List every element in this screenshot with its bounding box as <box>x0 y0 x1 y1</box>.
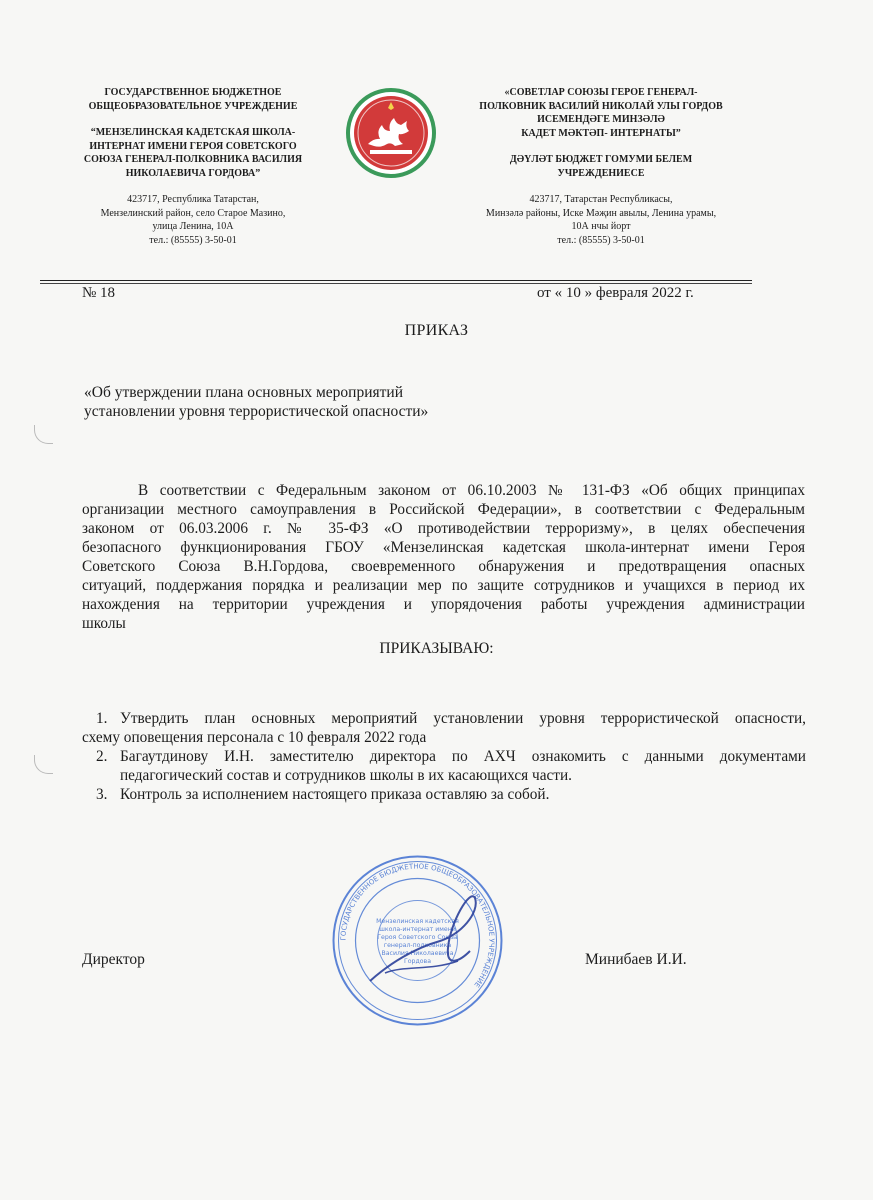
official-stamp <box>330 853 505 1028</box>
header-divider <box>40 280 752 281</box>
list-item <box>82 747 806 785</box>
preamble-line: В соответствии с Федеральным законом от 06.10.2003 № 131-ФЗ «Об общих принципах <box>138 482 805 499</box>
signer-name: Минибаев И.И. <box>585 951 687 968</box>
header-right-line: УЧРЕЖДЕНИЕСЕ <box>557 167 645 179</box>
order-subject-line: «Об утверждении плана основных мероприятий <box>84 384 404 401</box>
list-item-number: 3. <box>96 786 108 803</box>
header-left-address: улица Ленина, 10А <box>152 221 234 232</box>
header-divider-thin <box>40 283 752 284</box>
header-right-line: ДӘҮЛӘТ БЮДЖЕТ ГОМУМИ БЕЛЕМ <box>509 154 693 165</box>
preamble-line: нахождения на территории учреждения и упорядочения работы учреждения администрации <box>82 596 805 613</box>
tatarstan-emblem-icon <box>346 88 436 178</box>
list-item-number: 2. <box>96 748 108 765</box>
preamble-line: организации местного самоуправления в Российской Федерации», в соответствии с Федеральным <box>82 501 805 518</box>
preamble-paragraph <box>82 481 805 633</box>
header-right-line: «СОВЕТЛАР СОЮЗЫ ГЕРОЕ ГЕНЕРАЛ- <box>504 87 698 98</box>
margin-punch-mark <box>34 425 53 444</box>
list-item-text: схему оповещения персонала с 10 февраля 2022 года <box>82 729 427 746</box>
list-item-text: Багаутдинову И.Н. заместителю директора по АХЧ ознакомить с данными документами <box>120 748 806 765</box>
list-item <box>82 785 806 804</box>
list-item-number: 1. <box>96 710 108 727</box>
header-left-line: НИКОЛАЕВИЧА ГОРДОВА” <box>125 167 261 179</box>
header-left-line: ГОСУДАРСТВЕННОЕ БЮДЖЕТНОЕ <box>104 87 282 98</box>
svg-text:школа-интернат имени: школа-интернат имени <box>379 926 456 933</box>
order-subject-line: установлении уровня террористической опасности» <box>84 403 429 420</box>
header-right-address: Минзәлә районы, Иске Мәҗин авылы, Ленина урамы, <box>485 207 717 219</box>
list-item-text: Контроль за исполнением настоящего приказа оставляю за собой. <box>120 786 550 803</box>
header-left-russian <box>58 86 328 247</box>
svg-text:Героя Советского Союза: Героя Советского Союза <box>377 934 458 941</box>
header-right-line: КАДЕТ МӘКТӘП- ИНТЕРНАТЫ” <box>521 127 681 139</box>
list-item-text: Утвердить план основных мероприятий установлении уровня террористической опасности, <box>120 710 806 727</box>
header-left-line: ОБЩЕОБРАЗОВАТЕЛЬНОЕ УЧРЕЖДЕНИЕ <box>88 100 298 112</box>
header-left-phone: тел.: (85555) 3-50-01 <box>149 234 237 246</box>
order-subject <box>84 383 504 421</box>
list-item-text: педагогический состав и сотрудников школы в их касающихся части. <box>120 767 572 784</box>
preamble-line: ситуаций, поддержания порядка и реализации мер по защите сотрудников и учащихся в период их <box>82 577 805 594</box>
preamble-line: безопасного функционирования ГБОУ «Мензелинская кадетская школа-интернат имени Героя <box>82 539 805 556</box>
header-right-tatar <box>456 86 746 247</box>
signer-title: Директор <box>82 951 145 968</box>
preamble-line: законом от 06.03.2006 г. № 35-ФЗ «О противодействии терроризму», в целях обеспечения <box>82 520 805 537</box>
svg-text:Гордова: Гордова <box>404 958 431 965</box>
svg-text:генерал-полковника: генерал-полковника <box>383 942 452 949</box>
svg-text:Василия Николаевича: Василия Николаевича <box>381 950 454 957</box>
header-right-address: 10А нчы йорт <box>571 221 631 232</box>
header-right-phone: тел.: (85555) 3-50-01 <box>557 234 645 246</box>
header-left-line: СОЮЗА ГЕНЕРАЛ-ПОЛКОВНИКА ВАСИЛИЯ <box>83 154 303 165</box>
list-item <box>82 709 806 747</box>
margin-punch-mark <box>34 755 53 774</box>
document-title: ПРИКАЗ <box>404 322 469 339</box>
header-right-line: ПОЛКОВНИК ВАСИЛИЙ НИКОЛАЙ УЛЫ ГОРДОВ <box>479 100 723 112</box>
header-left-line: ИНТЕРНАТ ИМЕНИ ГЕРОЯ СОВЕТСКОГО <box>89 140 297 152</box>
preamble-line: школы <box>82 615 126 632</box>
header-left-line: “МЕНЗЕЛИНСКАЯ КАДЕТСКАЯ ШКОЛА- <box>90 127 296 138</box>
header-left-address: Мензелинский район, село Старое Мазино, <box>100 207 286 219</box>
header-right-line: ИСЕМЕНДӘГЕ МИНЗӘЛӘ <box>537 114 665 125</box>
header-right-address: 423717, Татарстан Республикасы, <box>529 194 673 205</box>
order-word: ПРИКАЗЫВАЮ: <box>379 640 494 657</box>
order-date: от « 10 » февраля 2022 г. <box>537 285 694 301</box>
order-items-list <box>82 709 806 804</box>
header-left-address: 423717, Республика Татарстан, <box>127 194 259 205</box>
stamp-ring-text: ГОСУДАРСТВЕННОЕ БЮДЖЕТНОЕ ОБЩЕОБРАЗОВАТЕЛЬНОЕ УЧРЕЖДЕНИЕ <box>339 862 496 989</box>
order-number: № 18 <box>82 285 116 301</box>
svg-text:Мензелинская кадетская: Мензелинская кадетская <box>376 918 459 925</box>
preamble-line: Советского Союза В.Н.Гордова, своевременного обнаружения и предотвращения опасных <box>82 558 805 575</box>
